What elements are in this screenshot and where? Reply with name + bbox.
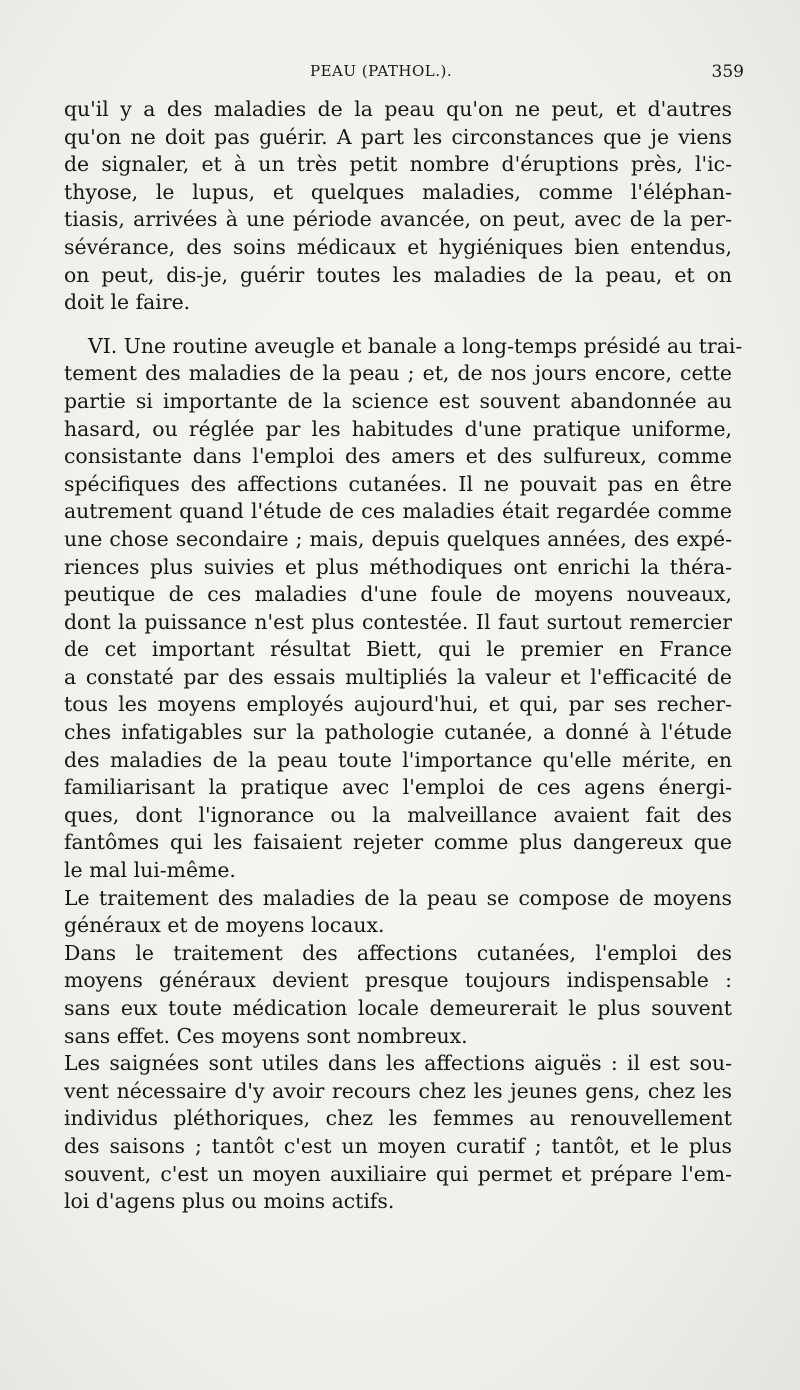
text-line: tiasis, arrivées à une période avancée, on peut, avec de la per- [64,207,732,232]
text-line: des maladies de la peau toute l'importance qu'elle mérite, en [64,747,732,772]
paragraph-3 [64,885,732,940]
text-line: Dans le traitement des affections cutanées, l'emploi des [64,940,732,965]
text-line: ques, dont l'ignorance ou la malveillance avaient fait des [64,802,732,827]
text-line: doit le faire. [64,290,191,315]
text-line: généraux et de moyens locaux. [64,913,385,938]
text-line: fantômes qui les faisaient rejeter comme plus dangereux que [64,830,732,855]
text-line: individus pléthoriques, chez les femmes au renouvellement [64,1106,732,1131]
text-line: Le traitement des maladies de la peau se compose de moyens [64,885,732,910]
text-line: hasard, ou réglée par les habitudes d'une pratique uniforme, [64,416,732,441]
text-line: le mal lui-même. [64,858,236,883]
page-header [64,62,744,86]
text-line: moyens généraux devient presque toujours indispensable : [64,968,732,993]
paragraph-4 [64,940,732,1050]
text-line: une chose secondaire ; mais, depuis quelques années, des expé- [64,526,732,551]
text-line: sans effet. Ces moyens sont nombreux. [64,1023,468,1048]
text-line: on peut, dis-je, guérir toutes les maladies de la peau, et on [64,262,732,287]
text-line: sévérance, des soins médicaux et hygiéniques bien entendus, [64,234,732,259]
running-head: PEAU (PATHOL.). [310,62,453,80]
text-line: partie si importante de la science est souvent abandonnée au [64,388,732,413]
text-line: loi d'agens plus ou moins actifs. [64,1189,395,1214]
text-line: sans eux toute médication locale demeurerait le plus souvent [64,996,732,1020]
page-number: 359 [711,62,744,82]
text-line: peutique de ces maladies d'une foule de moyens nouveaux, [64,582,732,607]
text-line: tement des maladies de la peau ; et, de nos jours encore, cette [64,361,732,386]
text-line: familiarisant la pratique avec l'emploi de ces agens énergi- [64,775,732,800]
text-line: riences plus suivies et plus méthodiques ont enrichi la théra- [64,554,732,579]
text-line: consistante dans l'emploi des amers et des sulfureux, comme [64,444,732,469]
text-line: souvent, c'est un moyen auxiliaire qui permet et prépare l'em- [64,1161,732,1186]
paragraph-1 [64,96,732,317]
paragraph-2 [64,333,743,885]
text-line: a constaté par des essais multipliés la valeur et l'efficacité de [64,664,732,689]
text-line: autrement quand l'étude de ces maladies était regardée comme [64,499,732,524]
text-line: des saisons ; tantôt c'est un moyen curatif ; tantôt, et le plus [64,1133,732,1158]
paragraph-5 [64,1050,732,1216]
text-line: de cet important résultat Biett, qui le premier en France [64,637,732,662]
text-line: tous les moyens employés aujourd'hui, et qui, par ses recher- [64,692,732,717]
text-line: vent nécessaire d'y avoir recours chez les jeunes gens, chez les [64,1078,732,1103]
text-line: ches infatigables sur la pathologie cutanée, a donné à l'étude [64,720,732,745]
text-line: qu'on ne doit pas guérir. A part les circonstances que je viens [64,124,732,149]
text-line: thyose, le lupus, et quelques maladies, comme l'éléphan- [64,179,732,204]
text-line: de signaler, et à un très petit nombre d'éruptions près, l'ic- [64,152,732,177]
text-line: qu'il y a des maladies de la peau qu'on ne peut, et d'autres [64,97,732,121]
text-line: spécifiques des affections cutanées. Il ne pouvait pas en être [64,471,732,496]
body-text [64,96,743,1216]
text-line: VI. Une routine aveugle et banale a long-temps présidé au trai- [88,333,743,358]
text-line: Les saignées sont utiles dans les affections aiguës : il est sou- [64,1051,732,1076]
text-line: dont la puissance n'est plus contestée. Il faut surtout remercier [64,609,732,634]
